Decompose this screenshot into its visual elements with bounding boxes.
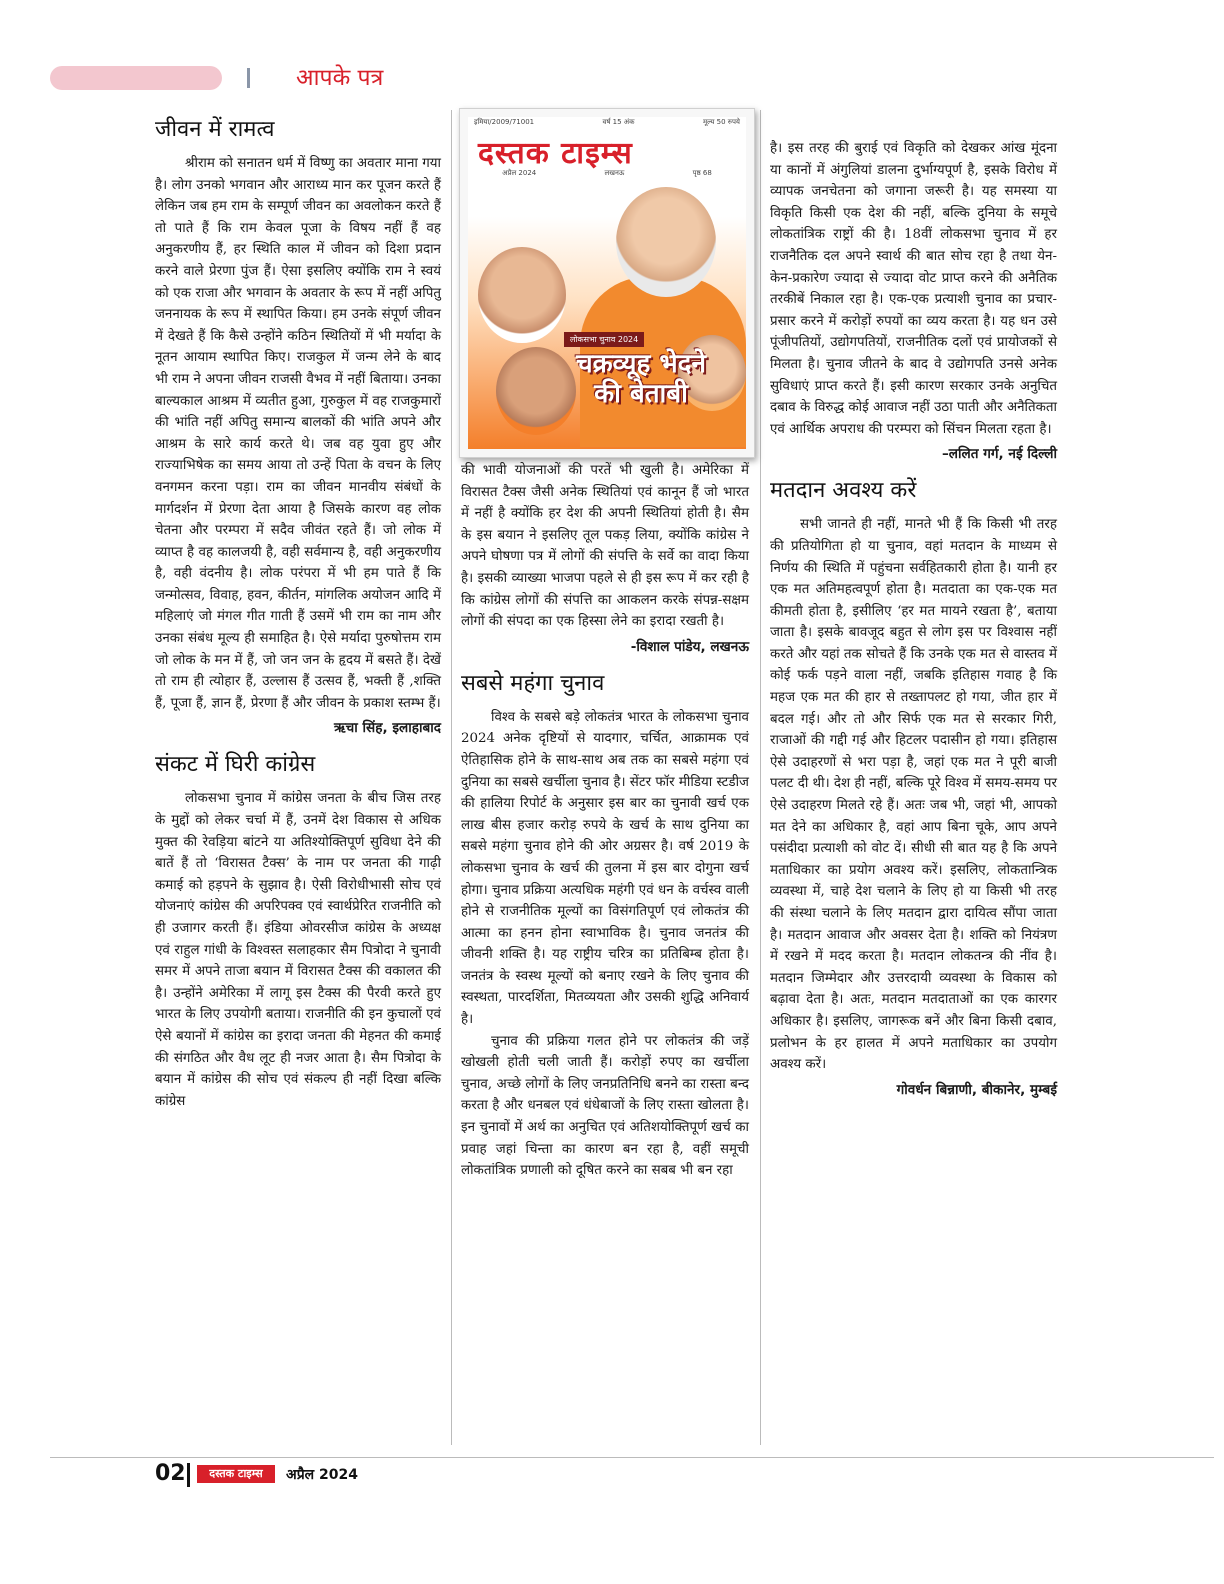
letter-paragraph: है। इस तरह की बुराई एवं विकृति को देखकर आंख मूंदना या कानों में अंगुलियां डालना दुर्भाग्यपूर्ण है, इसके विरोध में व्यापक जनचेतना को जगाना जरूरी है। यह समस्या या विकृति किसी एक देश की नहीं, बल्कि दुनिया के समूचे लोकतांत्रिक राष्ट्रों की है। 18वीं लोकसभा चुनाव में हर राजनैतिक दल अपने स्वार्थ की बात सोच रहा है तथा येन-केन-प्रकारेण ज्यादा से ज्यादा वोट प्राप्त करने की अनैतिक तरकीबें निकाल रहा है। एक-एक प्रत्याशी चुनाव का प्रचार-प्रसार करने में करोड़ों रुपयों का व्यय करता है। यह धन उसे पूंजीपतियों, उद्योगपतियों, राजनीतिक दलों एवं प्रायोजकों से मिलता है। चुनाव जीतने के बाद वे उद्योगपति उनसे अनेक सुविधाएं प्राप्त करते हैं। इसी कारण सरकार उनके अनुचित दबाव के विरुद्ध कोई आवाज नहीं उठा पाती और अनैतिकता एवं आर्थिक अपराध की परम्परा को सिंचन मिलता रहता है। <box>770 141 1057 437</box>
letter-author: ऋचा सिंह, इलाहाबाद <box>334 720 441 737</box>
header-divider <box>247 68 250 88</box>
letter-body <box>770 514 1057 1075</box>
cover-top-strip <box>468 117 746 129</box>
letter-paragraph: लोकसभा चुनाव में कांग्रेस जनता के बीच जिस तरह के मुद्दों को लेकर चर्चा में हैं, उनमें देश विकास से अधिक मुक्त की रेवड़िया बांटने या अतिश्योक्तिपूर्ण सुविधा देने की बातें हैं तो ‘विरासत टैक्स’ के नाम पर जनता की गाढ़ी कमाई को हड़पने के सुझाव है। ऐसी विरोधीभासी सोच एवं योजनाएं कांग्रेस की अपरिपक्व एवं स्वार्थप्रेरित राजनीति को ही उजागर करती हैं। इंडिया ओवरसीज कांग्रेस के अध्यक्ष एवं राहुल गांधी के विश्वस्त सलाहकार सैम पित्रोदा ने चुनावी समर में अपने ताजा बयान में विरासत टैक्स की वकालत की है। उन्होंने अमेरिका में लागू इस टैक्स की पैरवी करते हुए भारत के लिए उपयोगी बताया। राजनीति की इन कुचालों एवं ऐसे बयानों में कांग्रेस का इरादा जनता की मेहनत की कमाई की संगठित और वैध लूट ही नजर आता है। सैम पित्रोदा के बयान में कांग्रेस की सोच एवं संकल्प ही नहीं दिखा बल्कि कांग्रेस <box>155 791 441 1109</box>
cover-portrait-left <box>478 247 566 343</box>
letter-title: मतदान अवश्य करें <box>770 478 917 504</box>
cover-strip-left: इमिया/2009/71001 <box>474 118 535 126</box>
magazine-cover <box>459 108 755 458</box>
cover-sub-mid: लखनऊ <box>604 169 625 177</box>
column-divider <box>760 110 761 1445</box>
cover-masthead: दस्तक टाइम्स <box>478 136 633 171</box>
letter-title: सबसे महंगा चुनाव <box>461 670 605 696</box>
cover-artwork <box>468 117 746 449</box>
letter-body <box>155 788 441 1112</box>
footer-date: अप्रैल 2024 <box>286 1467 358 1483</box>
letter-author: गोवर्धन बिन्नाणी, बीकानेर, मुम्बई <box>896 1081 1057 1098</box>
footer-rule <box>50 1457 1214 1458</box>
letter-body <box>770 138 1057 440</box>
footer-divider <box>187 1463 190 1487</box>
letter-body <box>461 707 749 1182</box>
section-title: आपके पत्र <box>296 65 384 91</box>
column-left <box>155 115 441 1112</box>
letter-paragraph: की भावी योजनाओं की परतें भी खुली है। अमेरिका में विरासत टैक्स जैसी अनेक स्थितियां एवं कानून हैं जो भारत में नहीं है क्योंकि हर देश की अपनी स्थितियां होती है। सैम के इस बयान ने इसलिए तूल पकड़ लिया, क्योंकि कांग्रेस ने अपने घोषणा पत्र में लोगों की संपत्ति के सर्वे का वादा किया है। इसकी व्याख्या भाजपा पहले से ही इस रूप में कर रही है कि कांग्रेस लोगों की संपत्ति का आकलन करके संपन्न-सक्षम लोगों की संपदा का एक हिस्सा लेने का इरादा रखती है। <box>461 463 749 630</box>
cover-tag: लोकसभा चुनाव 2024 <box>564 332 644 347</box>
letter-body <box>155 153 441 714</box>
cover-sub-left: अप्रैल 2024 <box>502 169 537 177</box>
page-number: 02 <box>155 1461 186 1486</box>
footer-logo: दस्तक टाइम्स <box>197 1465 275 1483</box>
header-decor-pill <box>50 66 222 90</box>
column-right <box>770 138 1057 1112</box>
cover-headline: चक्रव्यूह भेदने की बेताबी <box>576 349 706 409</box>
letter-paragraph: श्रीराम को सनातन धर्म में विष्णु का अवतार माना गया है। लोग उनको भगवान और आराध्य मान कर पूजन करते हैं लेकिन जब हम राम के सम्पूर्ण जीवन का अवलोकन करते हैं तो पाते हैं कि राम केवल पूजा के विषय नहीं हैं वह अनुकरणीय हैं, हर स्थिति काल में जीवन को दिशा प्रदान करने वाले प्रेरणा पुंज हैं। ऐसा इसलिए क्योंकि राम ने स्वयं को एक राजा और भगवान के अवतार के रूप में नहीं अपितु जननायक के रूप में स्थापित किया। हम उनके संपूर्ण जीवन में देखते हैं कि कैसे उन्होंने कठिन स्थितियों में भी मर्यादा के नूतन आयाम स्थापित किए। राजकुल में जन्म लेने के बाद भी राम ने अपना जीवन राजसी वैभव में नहीं बिताया। उनका बाल्यकाल आश्रम में व्यतीत हुआ, गुरुकुल में वह राजकुमारों की भांति नहीं अपितु समान्य बालकों की भांति अपने और आश्रम के सारे कार्य करते थे। जब वह युवा हुए और राज्याभिषेक का समय आया तो उन्हें पिता के वचन के लिए वनगमन करना पड़ा। राम का जीवन मानवीय संबंधों के मार्गदर्शन में प्रेरणा देता आया है जिसके कारण वह लोक चेतना और परम्परा में सदैव जीवंत रहते हैं। जो लोक में व्याप्त है वह कालजयी है, वही सर्वमान्य है, वही अनुकरणीय है, वही वंदनीय है। लोक परंपरा में भी हम पाते हैं कि जन्मोत्सव, विवाह, हवन, कीर्तन, मांगलिक अयोजन आदि में महिलाएं जो मंगल गीत गाती हैं उसमें भी राम का नाम और उनका संबंध मूल्य ही समाहित है। ऐसे मर्यादा पुरुषोत्तम राम जो लोक के मन में हैं, जो जन जन के हृदय में बसते हैं। देखें तो राम ही त्योहार हैं, उल्लास हैं उत्सव हैं, भक्ती हैं ,शक्ति हैं, पूजा हैं, ज्ञान हैं, प्रेरणा हैं और जीवन के प्रकाश स्तम्भ हैं। <box>155 156 441 711</box>
cover-sub-right: पृष्ठ 68 <box>692 169 712 177</box>
cover-portrait-bottom-left <box>496 347 576 435</box>
letter-author: –ललित गर्ग, नई दिल्ली <box>942 446 1057 463</box>
cover-sub-strip <box>468 169 746 181</box>
letter-paragraph: विश्व के सबसे बड़े लोकतंत्र भारत के लोकसभा चुनाव 2024 अनेक दृष्टियों से यादगार, चर्चित, आक्रामक एवं ऐतिहासिक होने के साथ-साथ अब तक का सबसे महंगा एवं दुनिया का सबसे खर्चीला चुनाव है। सेंटर फॉर मीडिया स्टडीज की हालिया रिपोर्ट के अनुसार इस बार का चुनावी खर्च एक लाख बीस हजार करोड़ रुपये के खर्च के साथ दुनिया का सबसे महंगा चुनाव होने की ओर अग्रसर है। वर्ष 2019 के लोकसभा चुनाव के खर्च की तुलना में इस बार दोगुना खर्च होगा। चुनाव प्रक्रिया अत्यधिक महंगी एवं धन के वर्चस्व वाली होने से राजनीतिक मूल्यों का विसंगतिपूर्ण एवं लोकतंत्र की आत्मा का हनन होना स्वाभाविक है। चुनाव जनतंत्र की जीवनी शक्ति है। यह राष्ट्रीय चरित्र का प्रतिबिम्ब होता है। जनतंत्र के स्वस्थ मूल्यों को बनाए रखने के लिए चुनाव की स्वस्थता, पारदर्शिता, मितव्ययता और उसकी शुद्धि अनिवार्य है। <box>461 709 749 1028</box>
letter-body <box>461 460 749 633</box>
letter-title: जीवन में रामत्व <box>155 117 275 142</box>
cover-portrait-center <box>616 187 716 297</box>
letter-title: संकट में घिरी कांग्रेस <box>155 752 316 778</box>
letter-author: -विशाल पांडेय, लखनऊ <box>630 638 749 655</box>
column-divider <box>451 110 452 1445</box>
cover-strip-right: मूल्य 50 रुपये <box>702 118 740 126</box>
cover-strip-mid: वर्ष 15 अंक <box>602 118 635 126</box>
letter-paragraph: चुनाव की प्रक्रिया गलत होने पर लोकतंत्र की जड़ें खोखली होती चली जाती हैं। करोड़ों रुपए का खर्चीला चुनाव, अच्छे लोगों के लिए जनप्रतिनिधि बनने का रास्ता बन्द करता है और धनबल एवं धंधेबाजों के लिए रास्ता खोलता है। इन चुनावों में अर्थ का अनुचित एवं अतिशयोक्तिपूर्ण खर्च का प्रवाह जहां चिन्ता का कारण बन रहा है, वहीं समूची लोकतांत्रिक प्रणाली को दूषित करने का सबब भी बन रहा <box>461 1033 749 1179</box>
letter-paragraph: सभी जानते ही नहीं, मानते भी हैं कि किसी भी तरह की प्रतियोगिता हो या चुनाव, वहां मतदान के माध्यम से निर्णय की स्थिति में पहुंचना सर्वहितकारी होता है। यानी हर एक मत अतिमहत्वपूर्ण होता है। मतदाता का एक-एक मत कीमती होता है, इसीलिए ‘हर मत मायने रखता है’, बताया जाता है। इसके बावजूद बहुत से लोग इस पर विश्वास नहीं करते और यहां तक सोचते हैं कि उनके एक मत से वास्तव में कोई फर्क पड़ने वाला नहीं, जबकि इतिहास गवाह है कि महज एक मत की हार से तख्तापलट हो गया, जीत हार में बदल गई। और तो और सिर्फ एक मत से सरकार गिरी, राजाओं की गद्दी गई और हिटलर पदासीन हो गया। इतिहास ऐसे उदाहरणों से भरा पड़ा है, जहां एक मत ने पूरी बाजी पलट दी थी। देश ही नहीं, बल्कि पूरे विश्व में समय-समय पर ऐसे उदाहरण मिलते रहे हैं। अतः जब भी, जहां भी, आपको मत देने का अधिकार है, वहां आप बिना चूके, आप अपने पसंदीदा प्रत्याशी को वोट दें। सीधी सी बात यह है कि अपने मताधिकार का प्रयोग अवश्य करें। इसलिए, लोकतान्त्रिक व्यवस्था में, चाहे देश चलाने के लिए हो या किसी भी तरह की संस्था चलाने के लिए मतदान द्वारा दायित्व सौंपा जाता है। मतदान आवाज और अवसर देता है। शक्ति को नियंत्रण में रखने में मदद करता है। मतदान लोकतन्त्र की नींव है। मतदान जिम्मेदार और उत्तरदायी व्यवस्था के विकास को बढ़ावा देता है। अतः, मतदान मतदाताओं का एक कारगर अधिकार है। इसलिए, जागरूक बनें और बिना किसी दबाव, प्रलोभन के हर हालत में अपने मताधिकार का उपयोग अवश्य करें। <box>770 517 1057 1073</box>
column-middle <box>461 460 749 1182</box>
